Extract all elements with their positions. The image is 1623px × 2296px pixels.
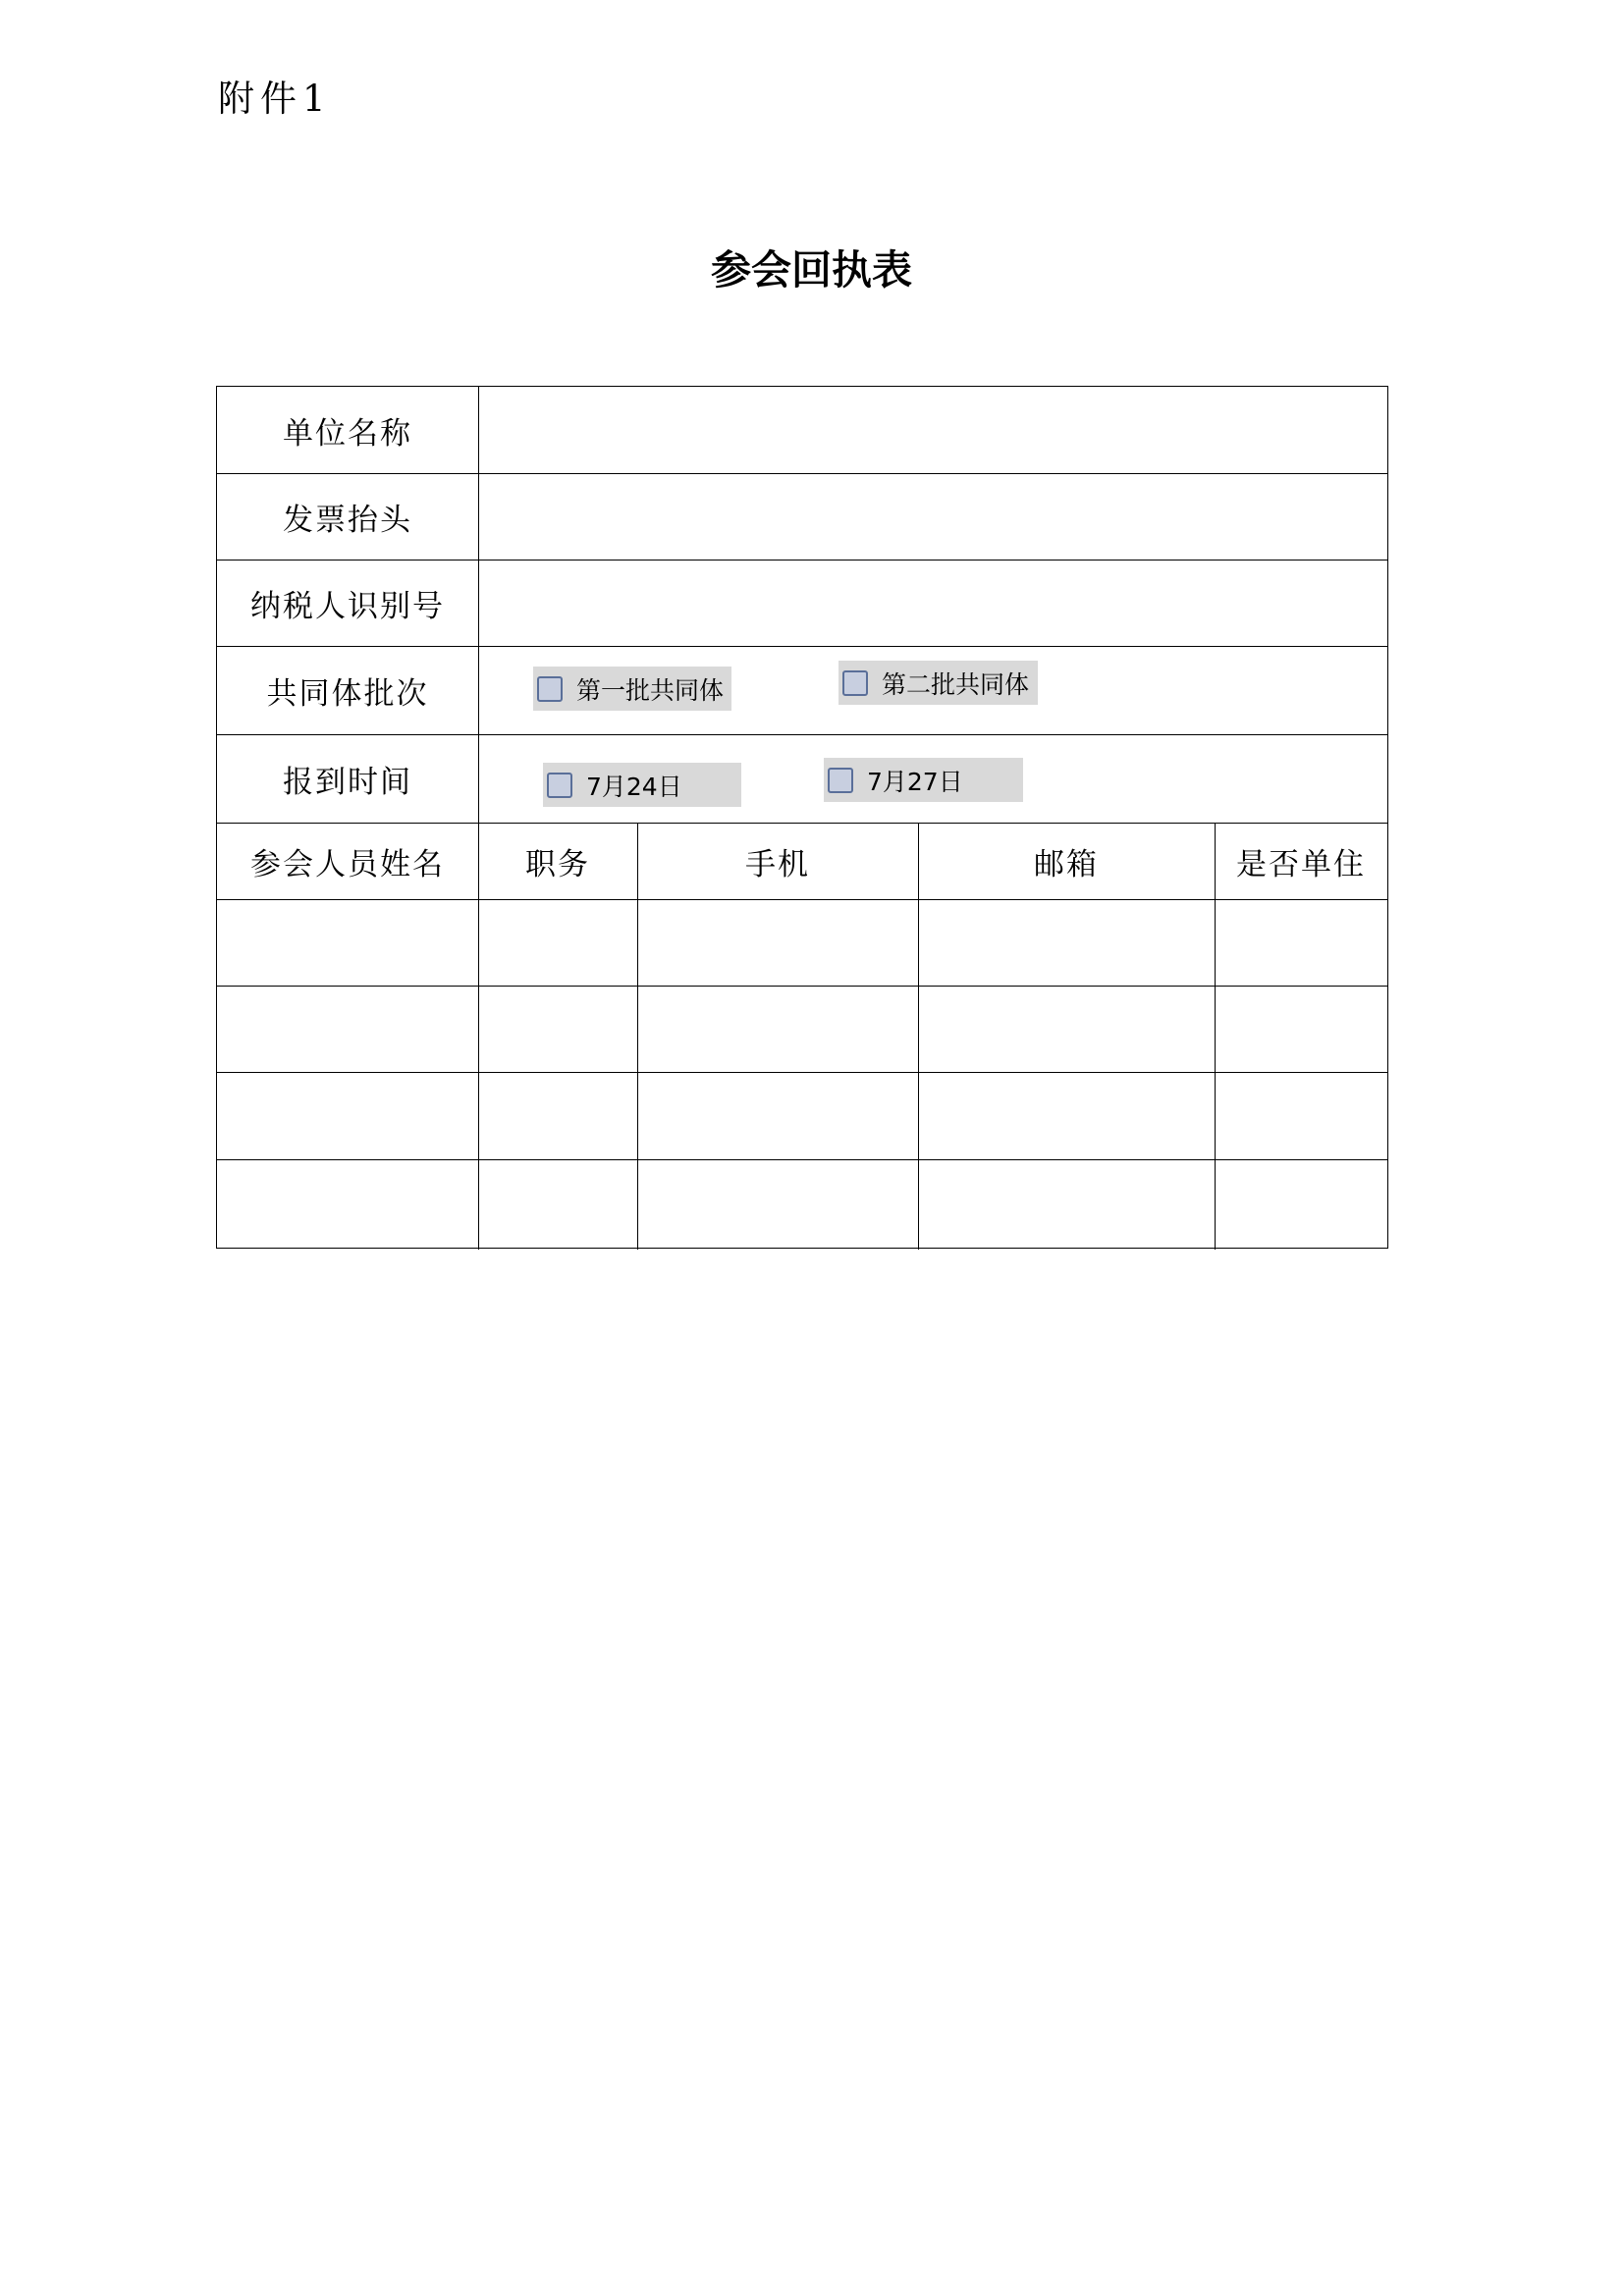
batch-option-second[interactable]	[839, 661, 1038, 705]
col-header-position: 职务	[525, 846, 590, 882]
attendee-mobile-cell[interactable]	[637, 1072, 918, 1159]
checkbox-icon[interactable]	[547, 773, 572, 798]
unit-name-field[interactable]	[480, 387, 1387, 473]
col-header-name: 参会人员姓名	[250, 846, 445, 882]
arrival-option-jul27[interactable]	[824, 758, 1023, 802]
invoice-title-field[interactable]	[480, 473, 1387, 560]
attendee-email-cell[interactable]	[918, 899, 1215, 986]
attendee-name-cell[interactable]	[217, 986, 478, 1072]
attendee-single-room-cell[interactable]	[1215, 1159, 1387, 1247]
attendee-name-cell[interactable]	[217, 1072, 478, 1159]
attendee-mobile-cell[interactable]	[637, 1159, 918, 1247]
page-title: 参会回执表	[711, 246, 912, 294]
attendee-email-cell[interactable]	[918, 986, 1215, 1072]
checkbox-icon[interactable]	[842, 670, 868, 696]
label-invoice-title: 发票抬头	[283, 502, 412, 538]
col-header-email: 邮箱	[1034, 846, 1099, 882]
attendee-name-cell[interactable]	[217, 899, 478, 986]
attendee-single-room-cell[interactable]	[1215, 1072, 1387, 1159]
attendee-mobile-cell[interactable]	[637, 899, 918, 986]
batch-option-label: 第一批共同体	[576, 675, 725, 705]
arrival-option-label: 7月27日	[867, 767, 963, 796]
arrival-option-label: 7月24日	[586, 772, 682, 801]
attendee-email-cell[interactable]	[918, 1072, 1215, 1159]
col-header-mobile: 手机	[745, 846, 810, 882]
label-tax-id: 纳税人识别号	[250, 588, 445, 624]
attendee-single-room-cell[interactable]	[1215, 899, 1387, 986]
label-batch: 共同体批次	[266, 675, 429, 712]
checkbox-icon[interactable]	[537, 676, 563, 702]
attachment-label: 附件1	[218, 78, 332, 120]
attendee-mobile-cell[interactable]	[637, 986, 918, 1072]
attendee-position-cell[interactable]	[478, 986, 637, 1072]
attendee-single-room-cell[interactable]	[1215, 986, 1387, 1072]
attendee-position-cell[interactable]	[478, 899, 637, 986]
attendee-name-cell[interactable]	[217, 1159, 478, 1247]
attendee-position-cell[interactable]	[478, 1072, 637, 1159]
attendee-position-cell[interactable]	[478, 1159, 637, 1247]
label-arrival-time: 报到时间	[283, 764, 412, 800]
label-unit-name: 单位名称	[283, 415, 412, 452]
tax-id-field[interactable]	[480, 560, 1387, 646]
checkbox-icon[interactable]	[828, 768, 853, 793]
batch-option-first[interactable]	[533, 667, 731, 711]
registration-form	[216, 386, 1388, 1249]
batch-option-label: 第二批共同体	[882, 669, 1030, 699]
arrival-option-jul24[interactable]	[543, 763, 741, 807]
col-header-single-room: 是否单住	[1236, 846, 1366, 882]
attendee-email-cell[interactable]	[918, 1159, 1215, 1247]
